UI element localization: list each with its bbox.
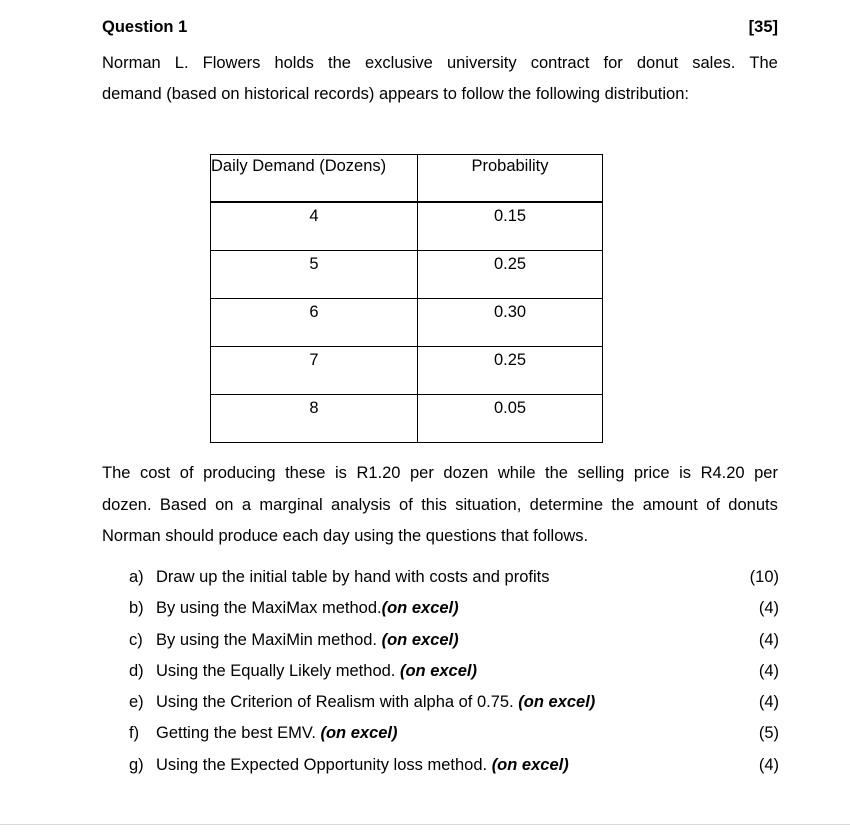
table-row xyxy=(211,395,603,443)
word: is xyxy=(679,464,692,482)
task-label: e) xyxy=(129,693,144,712)
task-list xyxy=(129,566,779,785)
word: on xyxy=(215,495,234,514)
word: of xyxy=(179,464,194,482)
intro-line-1 xyxy=(102,48,778,79)
table-header-row xyxy=(211,155,603,203)
task-marks: (4) xyxy=(758,630,779,649)
task-note: (on excel) xyxy=(381,599,459,618)
task-text xyxy=(129,660,477,691)
question-title: Question 1 xyxy=(102,18,188,36)
word: donuts xyxy=(728,495,778,514)
word: price xyxy=(633,464,670,482)
demand-cell: 6 xyxy=(211,299,418,347)
word: while xyxy=(497,464,536,482)
question-page xyxy=(102,18,779,774)
task-note: (on excel) xyxy=(320,724,398,743)
task-text xyxy=(129,629,459,660)
word: exclusive xyxy=(365,54,433,72)
word: selling xyxy=(577,464,625,482)
list-item xyxy=(129,722,779,753)
word: analysis xyxy=(331,495,391,514)
word: is xyxy=(334,464,347,482)
intro-line-2: demand (based on historical records) appears to follow the following distribution: xyxy=(102,85,689,103)
task-description: By using the MaxiMax method. xyxy=(156,599,382,618)
word: amount xyxy=(642,495,698,514)
word: donut xyxy=(636,54,679,72)
task-label: g) xyxy=(129,755,144,774)
word: dozen xyxy=(443,464,489,482)
header-daily-demand: Daily Demand (Dozens) xyxy=(211,155,418,203)
task-description: Using the Criterion of Realism with alpha of 0.75. xyxy=(156,693,519,712)
task-note: (on excel) xyxy=(491,755,569,774)
task-text xyxy=(129,754,569,785)
probability-cell: 0.15 xyxy=(418,202,603,251)
task-text xyxy=(129,691,595,722)
word: the xyxy=(611,495,635,514)
cost-line-1 xyxy=(102,458,778,490)
word: R1.20 xyxy=(356,464,401,482)
word: per xyxy=(754,464,778,482)
probability-cell: 0.30 xyxy=(418,299,603,347)
word: determine xyxy=(529,495,604,514)
demand-cell: 7 xyxy=(211,347,418,395)
word: dozen. xyxy=(102,495,152,514)
demand-cell: 5 xyxy=(211,251,418,299)
word: university xyxy=(446,54,517,72)
task-text xyxy=(129,597,459,628)
word: Norman xyxy=(102,54,161,72)
list-item xyxy=(129,754,779,785)
task-marks: (4) xyxy=(758,599,779,618)
task-note: (on excel) xyxy=(399,661,477,680)
task-description: By using the MaxiMin method. xyxy=(156,630,382,649)
word: Based xyxy=(159,495,207,514)
task-label: b) xyxy=(129,599,144,618)
task-text xyxy=(129,566,549,597)
task-label: c) xyxy=(129,630,143,649)
task-marks: (4) xyxy=(758,755,779,774)
cost-line-2 xyxy=(102,490,778,522)
task-description: Using the Equally Likely method. xyxy=(156,661,400,680)
task-text xyxy=(129,722,398,753)
list-item xyxy=(129,691,779,722)
demand-cell: 8 xyxy=(211,395,418,443)
demand-distribution-table xyxy=(210,154,603,443)
task-description: Draw up the initial table by hand with costs and profits xyxy=(156,568,550,586)
word: The xyxy=(749,54,778,72)
word: the xyxy=(545,464,568,482)
question-total-marks: [35] xyxy=(748,18,778,36)
intro-paragraph xyxy=(102,48,778,110)
word: The xyxy=(102,464,131,482)
task-description: Using the Expected Opportunity loss method. xyxy=(156,755,492,774)
task-description: Getting the best EMV. xyxy=(156,724,321,743)
word: holds xyxy=(274,54,314,72)
probability-cell: 0.25 xyxy=(418,251,603,299)
list-item xyxy=(129,597,779,628)
word: contract xyxy=(530,54,590,72)
word: per xyxy=(410,464,434,482)
word: L. xyxy=(174,54,189,72)
question-header xyxy=(102,18,778,40)
task-label: d) xyxy=(129,661,144,680)
page-bottom-rule xyxy=(0,824,850,825)
word: a xyxy=(241,495,252,514)
table-row xyxy=(211,299,603,347)
list-item xyxy=(129,566,779,597)
probability-cell: 0.25 xyxy=(418,347,603,395)
word: Flowers xyxy=(202,54,261,72)
list-item xyxy=(129,660,779,691)
word: these xyxy=(285,464,326,482)
word: R4.20 xyxy=(700,464,745,482)
header-probability: Probability xyxy=(418,155,603,203)
word: cost xyxy=(139,464,171,482)
demand-cell: 4 xyxy=(211,202,418,251)
task-note: (on excel) xyxy=(381,630,459,649)
task-marks: (4) xyxy=(758,693,779,712)
task-marks: (5) xyxy=(758,724,779,743)
table-row xyxy=(211,347,603,395)
word: of xyxy=(399,495,413,514)
word: situation, xyxy=(455,495,522,514)
word: for xyxy=(603,54,623,72)
list-item xyxy=(129,629,779,660)
probability-cell: 0.05 xyxy=(418,395,603,443)
task-label: f) xyxy=(129,724,140,743)
word: this xyxy=(421,495,447,514)
word: sales. xyxy=(692,54,736,72)
table-row xyxy=(211,202,603,251)
task-label: a) xyxy=(129,568,144,586)
task-marks: (4) xyxy=(758,661,779,680)
cost-line-3: Norman should produce each day using the questions that follows. xyxy=(102,527,589,545)
word: marginal xyxy=(259,495,323,514)
table-row xyxy=(211,251,603,299)
task-note: (on excel) xyxy=(518,693,596,712)
word: of xyxy=(706,495,720,514)
word: producing xyxy=(203,464,276,482)
cost-paragraph xyxy=(102,458,778,553)
word: the xyxy=(327,54,351,72)
task-marks: (10) xyxy=(749,568,779,586)
